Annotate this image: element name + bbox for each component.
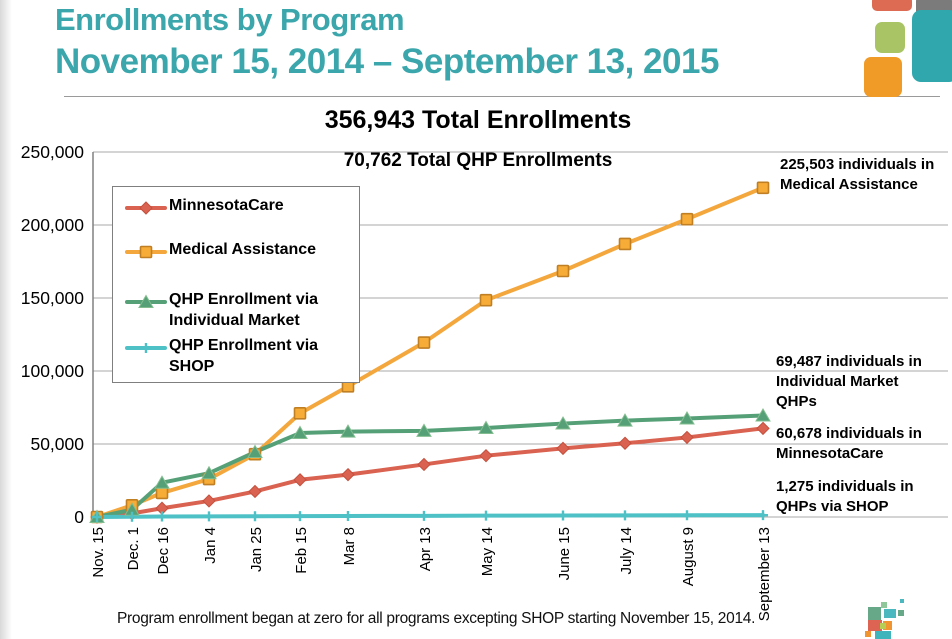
page-title-line2: November 15, 2014 – September 13, 2015 bbox=[55, 42, 719, 81]
marker-plus bbox=[758, 510, 768, 520]
legend-item-medical-assistance bbox=[123, 239, 341, 263]
annotation-minnesotacare: 60,678 individuals in MinnesotaCare bbox=[776, 425, 922, 462]
marker-plus bbox=[295, 511, 305, 521]
legend-marker-shape bbox=[141, 343, 151, 353]
x-axis-label: Feb 15 bbox=[293, 527, 310, 574]
marker-square bbox=[481, 295, 492, 306]
marker-plus bbox=[343, 511, 353, 521]
x-axis-label: June 15 bbox=[556, 527, 573, 581]
series-line-0 bbox=[97, 428, 763, 517]
qhp-individual-line-icon bbox=[123, 291, 169, 313]
legend-label: MinnesotaCare bbox=[169, 197, 284, 214]
marker-plus bbox=[157, 512, 167, 522]
legend-marker-shape bbox=[141, 247, 152, 258]
marker-plus bbox=[204, 511, 214, 521]
x-axis-label: August 9 bbox=[680, 527, 697, 587]
marker-square bbox=[157, 487, 168, 498]
mnsure-logo-mark-icon bbox=[860, 595, 912, 639]
marker-diamond bbox=[480, 450, 492, 462]
x-axis-label: Dec 16 bbox=[155, 527, 172, 575]
x-axis-label: Jan 4 bbox=[202, 527, 219, 564]
marker-plus bbox=[250, 511, 260, 521]
marker-plus bbox=[620, 510, 630, 520]
marker-plus bbox=[481, 511, 491, 521]
deco-square-teal-icon bbox=[912, 10, 952, 82]
medical-assistance-line-icon bbox=[123, 241, 169, 263]
y-axis-label: 50,000 bbox=[30, 434, 84, 454]
left-edge-shade bbox=[0, 0, 12, 639]
marker-diamond bbox=[757, 422, 769, 434]
y-axis-label: 0 bbox=[74, 507, 84, 527]
marker-square bbox=[558, 265, 569, 276]
legend-item-qhp-shop bbox=[123, 335, 341, 377]
marker-square bbox=[620, 238, 631, 249]
x-axis-label: Mar 8 bbox=[341, 527, 358, 566]
marker-square bbox=[758, 182, 769, 193]
marker-diamond bbox=[249, 485, 261, 497]
minnesotacare-line-icon bbox=[123, 197, 169, 219]
deco-square-green-icon bbox=[875, 22, 905, 53]
series-line-3 bbox=[97, 515, 763, 517]
legend-label: Medical Assistance bbox=[169, 241, 317, 258]
y-axis-label: 100,000 bbox=[20, 361, 84, 381]
legend-item-minnesotacare bbox=[123, 195, 341, 219]
y-axis-label: 250,000 bbox=[20, 142, 84, 162]
x-axis-label: Dec. 1 bbox=[125, 527, 142, 571]
marker-plus bbox=[419, 511, 429, 521]
annotation-individual-qhp: 69,487 individuals in Individual Market QHPs bbox=[776, 353, 922, 410]
marker-diamond bbox=[681, 431, 693, 443]
y-axis-label: 150,000 bbox=[20, 288, 84, 308]
marker-diamond bbox=[203, 495, 215, 507]
x-axis-label: September 13 bbox=[756, 527, 773, 622]
deco-square-orange-icon bbox=[864, 57, 902, 97]
marker-plus bbox=[558, 511, 568, 521]
qhp-shop-line-icon bbox=[123, 337, 169, 359]
legend-marker-shape bbox=[140, 202, 152, 214]
legend-label: QHP Enrollment via Individual Market bbox=[169, 291, 319, 329]
annotation-shop: 1,275 individuals in QHPs via SHOP bbox=[776, 478, 914, 515]
page-title bbox=[55, 0, 875, 84]
header-divider bbox=[64, 96, 940, 97]
page-title-line1: Enrollments by Program bbox=[55, 2, 405, 37]
legend-label: QHP Enrollment via SHOP bbox=[169, 337, 319, 375]
x-axis-label: Apr 13 bbox=[417, 527, 434, 572]
marker-square bbox=[419, 337, 430, 348]
marker-square bbox=[295, 408, 306, 419]
x-axis-label: May 14 bbox=[479, 527, 496, 577]
marker-diamond bbox=[619, 437, 631, 449]
annotation-medical-assistance: 225,503 individuals in Medical Assistance bbox=[780, 156, 935, 193]
marker-diamond bbox=[294, 474, 306, 486]
marker-square bbox=[682, 214, 693, 225]
chart-subtitle: 70,762 Total QHP Enrollments bbox=[343, 150, 613, 171]
legend-item-qhp-individual bbox=[123, 289, 341, 331]
marker-diamond bbox=[418, 458, 430, 470]
chart-title: 356,943 Total Enrollments bbox=[324, 106, 632, 134]
marker-diamond bbox=[342, 469, 354, 481]
x-axis-label: Nov. 15 bbox=[90, 527, 107, 578]
x-axis-label: July 14 bbox=[618, 527, 635, 575]
y-axis-label: 200,000 bbox=[20, 215, 84, 235]
footer-note: Program enrollment began at zero for all programs excepting SHOP starting November 15, 2014. bbox=[117, 610, 756, 627]
deco-square-red-icon bbox=[872, 0, 912, 11]
marker-plus bbox=[682, 510, 692, 520]
chart-legend bbox=[112, 186, 360, 383]
x-axis-label: Jan 25 bbox=[248, 527, 265, 573]
